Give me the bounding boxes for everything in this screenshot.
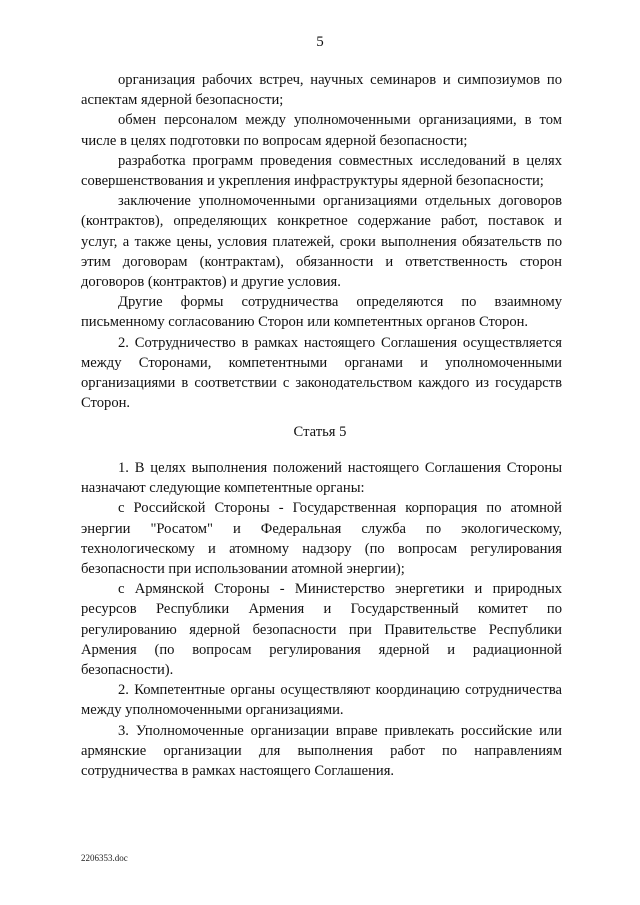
paragraph: организация рабочих встреч, научных семинаров и симпозиумов по аспектам ядерной безопасности; [81,72,562,109]
paragraph: заключение уполномоченными организациями отдельных договоров (контрактов), определяющих конкретное содержание работ, поставок и услуг, а также цены, условия платежей, сроки выполнения обязательств по этим договорам (контрактам), обязанности и ответственность сторон договоров (контрактов) и другие условия. [81,193,562,291]
page-number: 5 [316,34,324,50]
paragraph: 2. Сотрудничество в рамках настоящего Соглашения осуществляется между Сторонами, компетентными органами и уполномоченными организациями в соответствии с законодательством каждого из государств Сторон. [81,334,562,412]
paragraph: Другие формы сотрудничества определяются по взаимному письменному согласованию Сторон или компетентных органов Сторон. [81,294,562,331]
paragraph: обмен персоналом между уполномоченными организациями, в том числе в целях подготовки по вопросам ядерной безопасности; [81,112,562,149]
paragraph: 2. Компетентные органы осуществляют координацию сотрудничества между уполномоченными организациями. [81,682,562,719]
article-heading: Статья 5 [293,424,347,440]
paragraph: 3. Уполномоченные организации вправе привлекать российские или армянские организации для выполнения работ по направлениям сотрудничества в рамках настоящего Соглашения. [81,722,562,780]
paragraph: 1. В целях выполнения положений настоящего Соглашения Стороны назначают следующие компетентные органы: [81,460,562,497]
body-text-upper [81,70,562,413]
body-text-lower [81,458,562,781]
footer-filename: 2206353.doc [81,853,128,863]
paragraph: с Российской Стороны - Государственная корпорация по атомной энергии "Росатом" и Федеральная служба по экологическому, технологическому и атомному надзору (по вопросам регулирования безопасности при использовании атомной энергии); [81,500,562,578]
paragraph: разработка программ проведения совместных исследований в целях совершенствования и укрепления инфраструктуры ядерной безопасности; [81,152,562,190]
paragraph: с Армянской Стороны - Министерство энергетики и природных ресурсов Республики Армения и Государственный комитет по регулированию ядерной безопасности при Правительстве Республики Армения (по вопросам регулирования ядерной и радиационной безопасности). [81,581,562,679]
